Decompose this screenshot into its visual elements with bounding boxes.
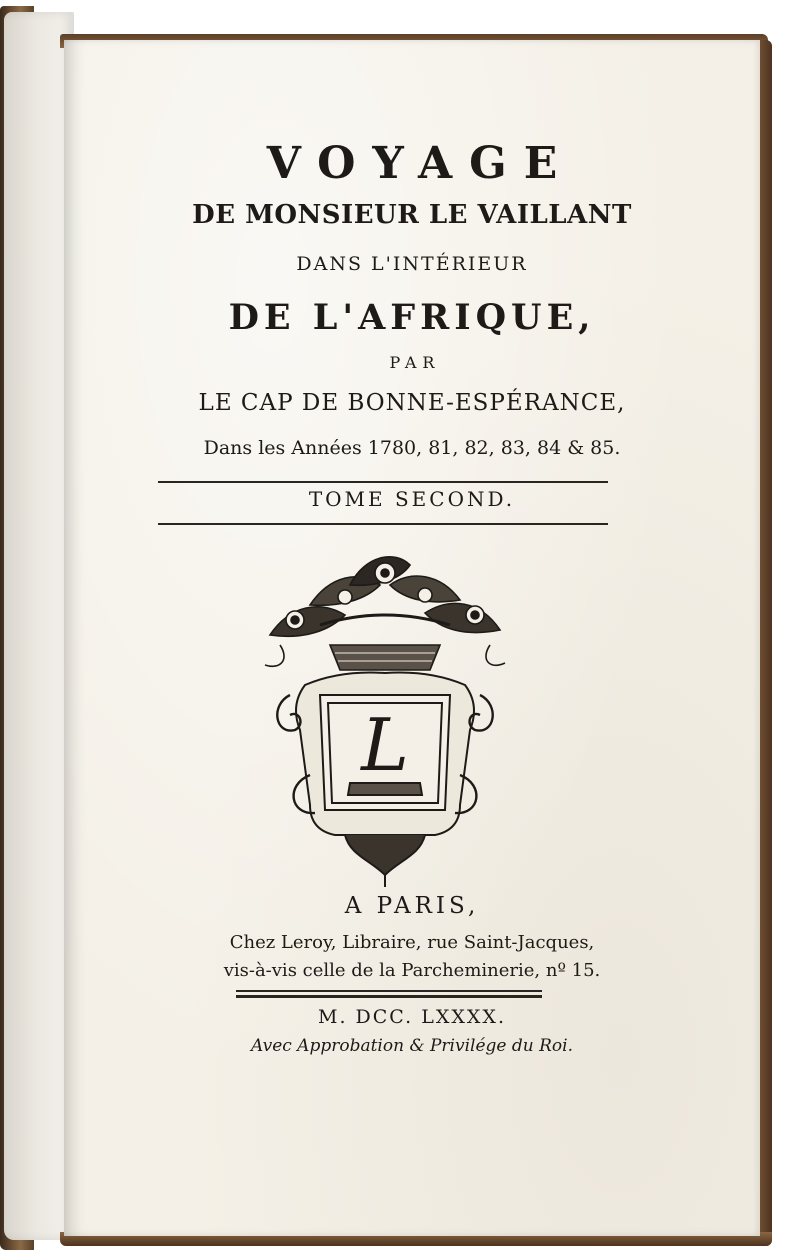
title-interior-line: DANS L'INTÉRIEUR: [296, 253, 528, 275]
imprint-publisher-line-1: Chez Leroy, Libraire, rue Saint-Jacques,: [229, 932, 595, 953]
title-main: VOYAGE: [266, 138, 575, 189]
title-cape-line: LE CAP DE BONNE-ESPÉRANCE,: [198, 390, 626, 416]
title-author-line: DE MONSIEUR LE VAILLANT: [192, 200, 632, 230]
imprint-publisher-line-2: vis-à-vis celle de la Parcheminerie, nº 15.: [223, 960, 601, 981]
title-africa-line: DE L'AFRIQUE,: [228, 297, 596, 338]
imprint-date: M. DCC. LXXXX.: [317, 1006, 506, 1028]
imprint-privilege: Avec Approbation & Privilége du Roi.: [251, 1036, 573, 1056]
title-years-line: Dans les Années 1780, 81, 82, 83, 84 & 85.: [203, 437, 621, 459]
rule-above-volume: [158, 481, 608, 483]
rule-double-top: [236, 990, 542, 992]
printer-device-ornament: [250, 545, 520, 890]
flower-basket-icon: [265, 557, 505, 670]
imprint-place: A PARIS,: [344, 893, 480, 919]
monogram-letter: L: [361, 703, 409, 787]
rule-below-volume: [158, 523, 608, 525]
title-par-line: PAR: [389, 353, 441, 372]
rule-double-bottom: [236, 995, 542, 998]
volume-label: TOME SECOND.: [308, 487, 516, 511]
